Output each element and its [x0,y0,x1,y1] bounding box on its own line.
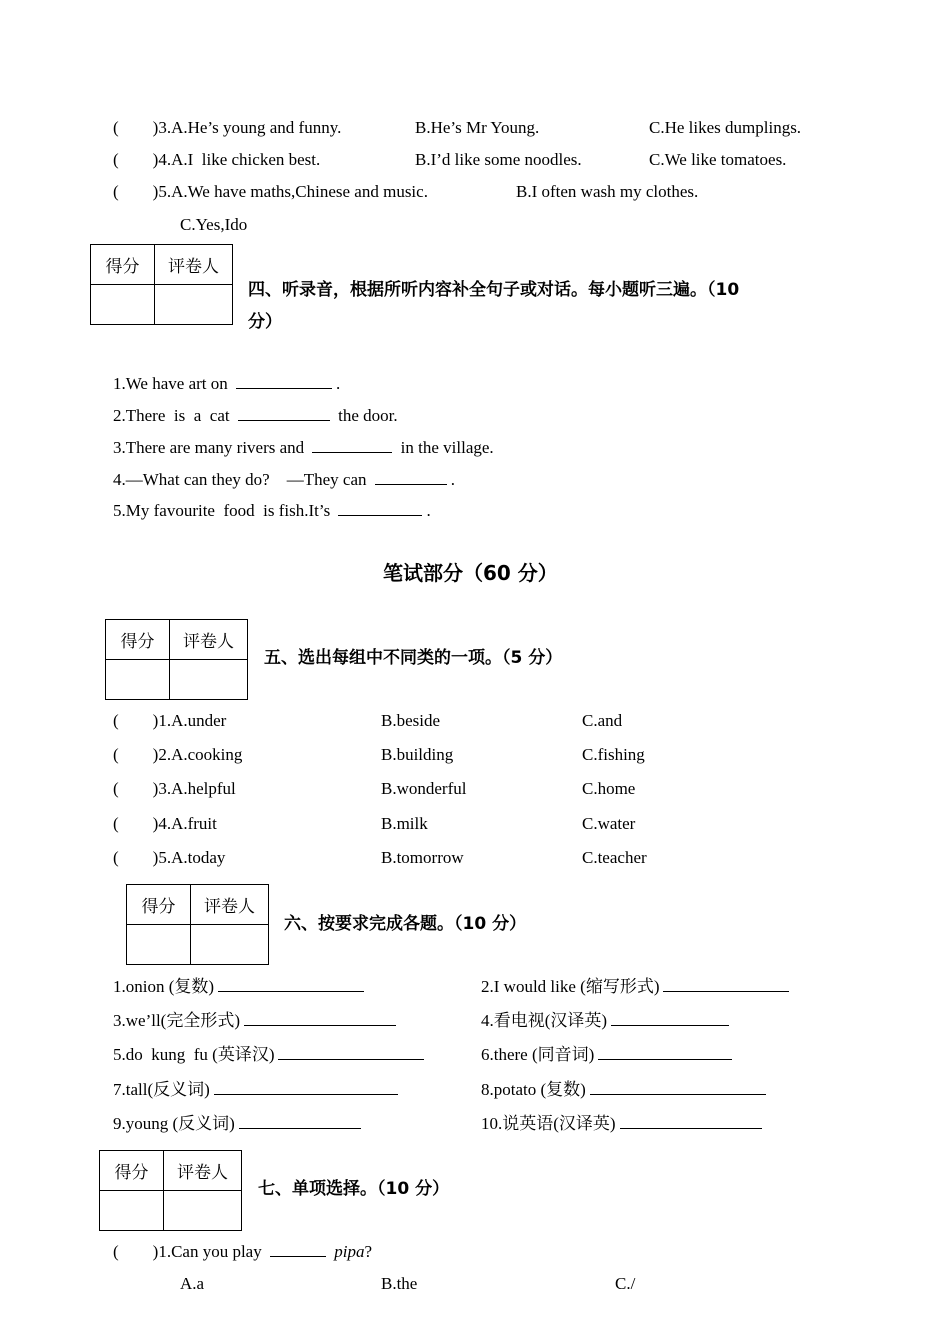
s5-item-1-c: C.and [582,711,623,730]
s6-right-4: 8.potato (复数) [481,1080,770,1100]
s5-item-5-b: B.tomorrow [381,848,464,867]
s6-left-3: 5.do kung fu (英译汉) [113,1045,428,1065]
q3-3-stem: ( )3.A.He’s young and funny. [113,118,342,137]
blank[interactable] [236,374,332,389]
q3-5-option-b: B.I often wash my clothes. [516,182,699,201]
blank[interactable] [620,1114,762,1129]
grader-cell[interactable] [170,660,248,700]
grader-label: 评卷人 [170,620,248,660]
blank[interactable] [244,1011,396,1026]
score-cell[interactable] [127,925,191,965]
s5-item-2-a: ( )2.A.cooking [113,745,243,764]
grader-label: 评卷人 [191,885,269,925]
section-7-heading: 七、单项选择。（10 分） [258,1179,450,1199]
section-6-heading: 六、按要求完成各题。（10 分） [284,914,527,934]
score-cell[interactable] [106,660,170,700]
s5-item-2-c: C.fishing [582,745,645,764]
s4-item-2: 2.There is a cat the door. [113,406,398,425]
s6-left-4: 7.tall(反义词) [113,1080,402,1100]
score-label: 得分 [106,620,170,660]
s5-item-3-a: ( )3.A.helpful [113,779,236,798]
score-label: 得分 [127,885,191,925]
s5-item-5-a: ( )5.A.today [113,848,226,867]
q3-4-option-b: B.I’d like some noodles. [415,150,582,169]
score-box-7 [99,1150,242,1231]
blank[interactable] [611,1011,729,1026]
s6-right-2: 4.看电视(汉译英) [481,1011,733,1031]
s6-right-5: 10.说英语(汉译英) [481,1114,766,1134]
blank[interactable] [238,406,330,421]
blank[interactable] [214,1080,398,1095]
section-4-heading: 四、听录音，根据所听内容补全句子或对话。每小题听三遍。（10 [248,280,740,300]
score-cell[interactable] [100,1191,164,1231]
written-part-title: 笔试部分（60 分） [383,561,558,585]
grader-cell[interactable] [191,925,269,965]
section-5-heading: 五、选出每组中不同类的一项。（5 分） [264,648,563,668]
s4-item-4: 4.—What can they do? —They can . [113,470,455,489]
q3-3-option-b: B.He’s Mr Young. [415,118,540,137]
q3-3-option-c: C.He likes dumplings. [649,118,802,137]
s5-item-4-c: C.water [582,814,636,833]
blank[interactable] [375,470,447,485]
s5-item-4-a: ( )4.A.fruit [113,814,217,833]
grader-label: 评卷人 [155,245,233,285]
s6-left-1: 1.onion (复数) [113,977,368,997]
score-label: 得分 [91,245,155,285]
blank[interactable] [663,977,789,992]
s6-right-1: 2.I would like (缩写形式) [481,977,793,997]
score-cell[interactable] [91,285,155,325]
s5-item-4-b: B.milk [381,814,428,833]
q3-5-stem: ( )5.A.We have maths,Chinese and music. [113,182,428,201]
blank[interactable] [312,438,392,453]
s6-left-2: 3.we’ll(完全形式) [113,1011,400,1031]
s5-item-5-c: C.teacher [582,848,647,867]
q3-4-stem: ( )4.A.I like chicken best. [113,150,321,169]
s5-item-1-b: B.beside [381,711,441,730]
s4-item-1: 1.We have art on . [113,374,341,393]
blank[interactable] [278,1045,424,1060]
grader-label: 评卷人 [164,1151,242,1191]
s7-q1-option-b: B.the [381,1274,418,1293]
section-4-heading-cont: 分） [248,312,282,332]
q3-4-option-c: C.We like tomatoes. [649,150,787,169]
s4-item-3: 3.There are many rivers and in the village. [113,438,494,457]
s5-item-1-a: ( )1.A.under [113,711,227,730]
grader-cell[interactable] [164,1191,242,1231]
s7-q1-option-c: C./ [615,1274,636,1293]
s7-q1-option-a: A.a [180,1274,205,1293]
score-box-5 [105,619,248,700]
blank[interactable] [218,977,364,992]
blank[interactable] [338,501,422,516]
s6-left-5: 9.young (反义词) [113,1114,365,1134]
s5-item-3-b: B.wonderful [381,779,467,798]
blank[interactable] [590,1080,766,1095]
s7-q1-stem: ( )1.Can you play pipa? [113,1242,373,1261]
s6-right-3: 6.there (同音词) [481,1045,736,1065]
score-label: 得分 [100,1151,164,1191]
s5-item-3-c: C.home [582,779,636,798]
blank[interactable] [598,1045,732,1060]
s4-item-5: 5.My favourite food is fish.It’s . [113,501,431,520]
score-box-6 [126,884,269,965]
s5-item-2-b: B.building [381,745,454,764]
q3-5-option-c: C.Yes,Ido [180,215,248,234]
grader-cell[interactable] [155,285,233,325]
blank[interactable] [239,1114,361,1129]
score-box-4 [90,244,233,325]
blank[interactable] [270,1242,326,1257]
